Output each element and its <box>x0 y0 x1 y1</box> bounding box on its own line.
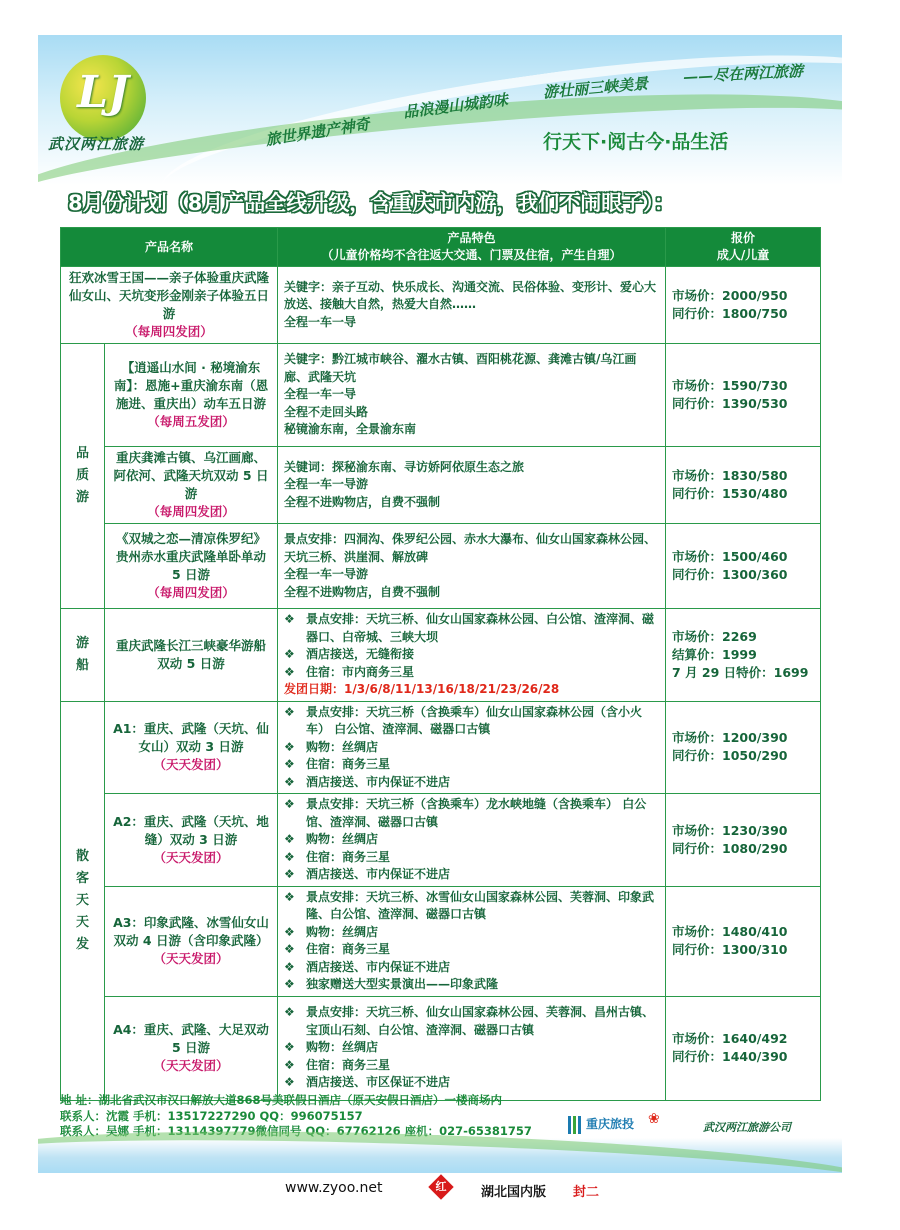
table-row <box>61 794 821 887</box>
feature-text: 酒店接送，无缝衔接 <box>306 647 415 661</box>
feature-item <box>284 1074 659 1092</box>
contact-shen: 联系人：沈霞 手机：13517227290 QQ：996075157 <box>60 1108 363 1123</box>
product-name: 重庆武隆长江三峡豪华游船双动 5 日游 <box>116 637 267 671</box>
motto: 行天下·阅古今·品生活 <box>543 131 729 153</box>
feature-line: 全程一车一导游 <box>284 567 369 581</box>
feature-item <box>284 796 659 831</box>
feature-text: 景点安排：天坑三桥、仙女山国家森林公园、白公馆、渣滓洞、磁器口、白帝城、三峡大坝 <box>306 612 655 644</box>
price-cell <box>666 267 821 344</box>
diamond-bullet-icon: ❖ <box>284 942 295 956</box>
market-price: 市场价：2000/950 <box>672 288 788 303</box>
departure-frequency: （每周四发团） <box>125 324 213 339</box>
contact-wu: 联系人：吴娜 手机：13114397779微信同号 QQ：67762126 座机：027-65381757 <box>60 1124 532 1138</box>
chongqing-tourism-logo <box>568 1115 634 1134</box>
trade-price: 同行价：1530/480 <box>672 486 788 501</box>
feature-item <box>284 646 659 664</box>
feature-line: 全程不进购物店，自费不强制 <box>284 494 441 509</box>
trade-price: 同行价：1390/530 <box>672 396 788 411</box>
features-cell <box>278 794 666 887</box>
partner-logo-icon: ❀ <box>648 1111 660 1127</box>
departure-frequency: （每周四发团） <box>147 585 235 600</box>
feature-text: 酒店接送、市内保证不进店 <box>306 867 451 881</box>
diamond-bullet-icon: ❖ <box>284 889 295 904</box>
departure-frequency: （天天发团） <box>153 1058 229 1073</box>
feature-item <box>284 976 659 994</box>
category-quality <box>61 344 105 609</box>
product-name-cell <box>105 344 278 447</box>
diamond-bullet-icon: ❖ <box>284 959 295 974</box>
category-cruise <box>61 609 105 702</box>
price-cell <box>666 524 821 609</box>
category-char: 船 <box>75 657 89 673</box>
feature-item <box>284 866 659 884</box>
feature-line: 景点安排：四洞沟、侏罗纪公园、赤水大瀑布、仙女山国家森林公园、天坑三桥、洪崖洞、解放碑 <box>284 532 657 564</box>
table-row <box>61 447 821 524</box>
feature-item <box>284 1039 659 1057</box>
page-label: 封二 <box>573 1185 600 1200</box>
diamond-bullet-icon: ❖ <box>284 739 295 754</box>
category-daily <box>61 701 105 1100</box>
category-char: 品 <box>75 446 89 461</box>
slogan-4: ——尽在两江旅游 <box>682 61 804 87</box>
special-price: 7 月 29 日特价：1699 <box>672 664 809 680</box>
features-cell <box>278 447 666 524</box>
feature-text: 酒店接送、市内保证不进店 <box>306 959 451 974</box>
departure-frequency: （每周五发团） <box>147 414 235 429</box>
features-cell <box>278 609 666 702</box>
slogan-2: 品浪漫山城韵味 <box>402 90 509 122</box>
diamond-bullet-icon: ❖ <box>284 1040 295 1055</box>
features-cell <box>278 886 666 996</box>
feature-line: 关键词：探秘渝东南、寻访娇阿依原生态之旅 <box>284 459 525 474</box>
product-name-cell <box>105 794 278 887</box>
feature-text: 独家赠送大型实景演出——印象武隆 <box>306 977 499 991</box>
price-cell <box>666 344 821 447</box>
category-char: 质 <box>75 468 89 483</box>
logo-mark: LJ <box>77 67 129 118</box>
table-row <box>61 267 821 344</box>
product-name-cell <box>105 609 278 702</box>
slogan-3: 游壮丽三峡美景 <box>542 74 649 102</box>
feature-text: 景点安排：天坑三桥（含换乘车）仙女山国家森林公园（含小火车） 白公馆、渣滓洞、磁器口古镇 <box>306 704 643 736</box>
market-price: 市场价：1590/730 <box>672 378 788 393</box>
diamond-bullet-icon: ❖ <box>284 977 295 991</box>
website-link[interactable]: www.zyoo.net <box>285 1180 383 1196</box>
brand-name: 武汉两江旅游 <box>48 135 145 153</box>
diamond-bullet-icon: ❖ <box>284 1057 295 1072</box>
feature-line: 关键字：黔江城市峡谷、濯水古镇、酉阳桃花源、龚滩古镇/乌江画廊、武隆天坑 <box>284 352 637 384</box>
feature-item <box>284 756 659 774</box>
feature-item <box>284 739 659 757</box>
feature-item <box>284 704 659 739</box>
market-price: 市场价：1640/492 <box>672 1031 788 1046</box>
product-name-cell <box>61 267 278 344</box>
header-price-note: 成人/儿童 <box>716 248 770 262</box>
category-char: 天 <box>75 914 89 930</box>
diamond-bullet-icon: ❖ <box>284 849 295 864</box>
diamond-bullet-icon: ❖ <box>284 774 295 789</box>
price-cell <box>666 886 821 996</box>
feature-line: 秘镜渝东南，全景渝东南 <box>284 422 417 437</box>
table-row <box>61 996 821 1100</box>
table-row <box>61 609 821 702</box>
header-features <box>278 228 666 267</box>
category-char: 客 <box>75 870 89 886</box>
price-cell <box>666 794 821 887</box>
product-name: A2：重庆、武隆（天坑、地缝）双动 3 日游 <box>113 813 269 847</box>
category-char: 游 <box>75 635 89 651</box>
feature-item <box>284 774 659 792</box>
category-char: 游 <box>75 490 89 505</box>
feature-line: 全程不走回头路 <box>284 404 369 419</box>
diamond-bullet-icon: ❖ <box>284 867 295 881</box>
product-name-cell <box>105 886 278 996</box>
feature-line: 全程不进购物店，自费不强制 <box>284 584 441 599</box>
feature-text: 景点安排：天坑三桥、仙女山国家森林公园、芙蓉洞、昌州古镇、宝顶山石刻、白公馆、渣滓洞、磁器口古镇 <box>306 1005 655 1037</box>
feature-text: 酒店接送、市内保证不进店 <box>306 774 451 789</box>
feature-text: 住宿：市内商务三星 <box>306 664 415 679</box>
category-char: 天 <box>75 892 89 908</box>
feature-text: 住宿：商务三星 <box>306 1057 391 1072</box>
diamond-bullet-icon: ❖ <box>284 757 295 771</box>
product-name-cell <box>105 524 278 609</box>
feature-text: 住宿：商务三星 <box>306 757 391 771</box>
trade-price: 同行价：1300/310 <box>672 942 788 957</box>
product-name-cell <box>105 996 278 1100</box>
feature-text: 住宿：商务三星 <box>306 942 391 956</box>
price-cell <box>666 996 821 1100</box>
header-name: 产品名称 <box>61 228 278 267</box>
address: 地 址：湖北省武汉市汉口解放大道868号美联假日酒店（原天安假日酒店）一楼商场内 <box>60 1093 503 1107</box>
features-cell <box>278 344 666 447</box>
company-name: 武汉两江旅游公司 <box>703 1121 791 1134</box>
trade-price: 同行价：1300/360 <box>672 567 788 582</box>
diamond-bullet-icon: ❖ <box>284 797 295 811</box>
chongqing-logo-icon <box>568 1116 582 1134</box>
product-name: 【逍遥山水间 · 秘境渝东南】：恩施+重庆渝东南（恩施进、重庆出）动车五日游 <box>113 360 269 411</box>
feature-text: 住宿：商务三星 <box>306 849 391 864</box>
tour-table <box>60 227 821 1101</box>
trade-price: 同行价：1440/390 <box>672 1049 788 1064</box>
header-features-note: （儿童价格均不含往返大交通、门票及住宿，产生自理） <box>321 248 622 262</box>
feature-item <box>284 1057 659 1075</box>
feature-line: 全程一车一导 <box>284 314 357 329</box>
category-char: 散 <box>75 848 89 864</box>
category-char: 发 <box>75 936 89 952</box>
feature-text: 购物：丝绸店 <box>306 1040 379 1055</box>
departure-frequency: （天天发团） <box>153 757 229 773</box>
settlement-price: 结算价：1999 <box>672 646 757 662</box>
features-cell <box>278 996 666 1100</box>
feature-text: 购物：丝绸店 <box>306 832 379 846</box>
plan-title: 8月份计划（8月产品全线升级，含重庆市内游，我们不闹眼子）： <box>68 191 675 215</box>
feature-item <box>284 849 659 867</box>
feature-item <box>284 941 659 959</box>
product-name: 狂欢冰雪王国——亲子体验重庆武隆仙女山、天坑变形金刚亲子体验五日游 <box>69 270 270 321</box>
trade-price: 同行价：1050/290 <box>672 748 788 764</box>
price-cell <box>666 609 821 702</box>
product-name: A3：印象武隆、冰雪仙女山双动 4 日游（含印象武隆） <box>113 915 269 948</box>
feature-line: 全程一车一导 <box>284 387 357 402</box>
market-price: 市场价：1230/390 <box>672 822 788 838</box>
table-row <box>61 701 821 794</box>
market-price: 市场价：1500/460 <box>672 549 788 564</box>
diamond-bullet-icon: ❖ <box>284 1005 295 1020</box>
header-features-title: 产品特色 <box>447 231 496 245</box>
product-name-cell <box>105 701 278 794</box>
feature-item <box>284 611 659 646</box>
product-name: A1：重庆、武隆（天坑、仙女山）双动 3 日游 <box>113 721 269 755</box>
edition-label: 湖北国内版 <box>481 1185 547 1200</box>
departure-dates: 发团日期：1/3/6/8/11/13/16/18/21/23/26/28 <box>284 682 560 696</box>
departure-frequency: （天天发团） <box>153 849 229 865</box>
product-name-cell <box>105 447 278 524</box>
red-tag-icon <box>428 1174 453 1199</box>
table-row <box>61 886 821 996</box>
diamond-bullet-icon: ❖ <box>284 832 295 846</box>
trade-price: 同行价：1080/290 <box>672 840 788 856</box>
table-header-row <box>61 228 821 267</box>
product-name: A4：重庆、武隆、大足双动 5 日游 <box>113 1022 269 1055</box>
market-price: 市场价：1480/410 <box>672 924 788 939</box>
brochure-sheet <box>38 35 842 1173</box>
feature-text: 购物：丝绸店 <box>306 924 379 939</box>
brand-logo-icon <box>60 55 146 141</box>
feature-item <box>284 831 659 849</box>
table-row <box>61 524 821 609</box>
header-banner <box>38 35 842 185</box>
chongqing-logo-text: 重庆旅投 <box>586 1117 635 1131</box>
price-cell <box>666 701 821 794</box>
diamond-bullet-icon: ❖ <box>284 612 295 626</box>
trade-price: 同行价：1800/750 <box>672 306 788 321</box>
feature-text: 景点安排：天坑三桥（含换乘车）龙水峡地缝（含换乘车） 白公馆、渣滓洞、磁器口古镇 <box>306 797 647 829</box>
diamond-bullet-icon: ❖ <box>284 664 295 679</box>
table-row <box>61 344 821 447</box>
tag-label: 红 <box>435 1180 447 1193</box>
feature-text: 酒店接送、市区保证不进店 <box>306 1075 451 1090</box>
diamond-bullet-icon: ❖ <box>284 704 295 719</box>
market-price: 市场价：1830/580 <box>672 468 788 483</box>
header-price <box>666 228 821 267</box>
market-price: 市场价：1200/390 <box>672 730 788 746</box>
feature-line: 全程一车一导游 <box>284 477 369 492</box>
price-cell <box>666 447 821 524</box>
product-name: 重庆龚滩古镇、乌江画廊、阿依河、武隆天坑双动 5 日游 <box>113 450 269 501</box>
departure-frequency: （天天发团） <box>153 951 229 966</box>
features-cell <box>278 701 666 794</box>
feature-item <box>284 1004 659 1039</box>
page-footer <box>0 1178 900 1202</box>
diamond-bullet-icon: ❖ <box>284 647 295 661</box>
features-cell <box>278 524 666 609</box>
product-name: 《双城之恋—清凉侏罗纪》贵州赤水重庆武隆单卧单动 5 日游 <box>116 531 267 582</box>
feature-item <box>284 959 659 977</box>
feature-item <box>284 889 659 924</box>
feature-item <box>284 924 659 942</box>
market-price: 市场价：2269 <box>672 628 757 644</box>
feature-item <box>284 664 659 682</box>
features-cell <box>278 267 666 344</box>
feature-text: 景点安排：天坑三桥、冰雪仙女山国家森林公园、芙蓉洞、印象武隆、白公馆、渣滓洞、磁器口古镇 <box>306 889 655 921</box>
diamond-bullet-icon: ❖ <box>284 1075 295 1090</box>
diamond-bullet-icon: ❖ <box>284 924 295 939</box>
slogan-1: 旅世界遗产神奇 <box>264 114 371 150</box>
feature-line: 关键字：亲子互动、快乐成长、沟通交流、民俗体验、变形计、爱心大放送、接触大自然，热爱大自然…… <box>284 279 657 312</box>
header-price-title: 报价 <box>731 231 756 245</box>
feature-text: 购物：丝绸店 <box>306 739 379 754</box>
departure-frequency: （每周四发团） <box>147 504 235 519</box>
